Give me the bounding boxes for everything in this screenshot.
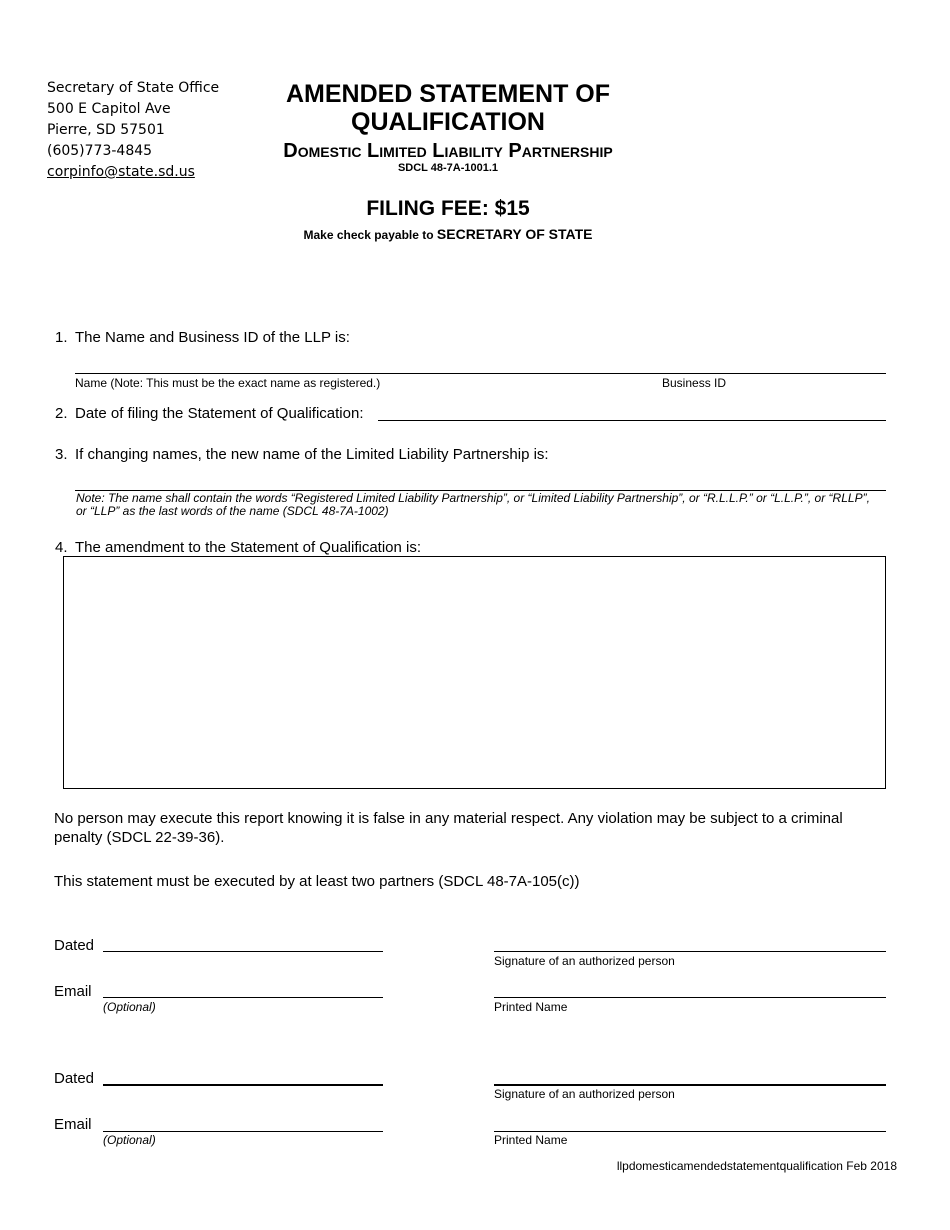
form-title: AMENDED STATEMENT OF QUALIFICATION [285,80,611,136]
form-footer: llpdomesticamendedstatementqualification Feb 2018 [616,1159,897,1173]
false-statement-warning: No person may execute this report knowing it is false in any material respect. Any violation may be subject to a criminal penalty (SDCL 22-39-36). [54,810,843,846]
signature-caption-1: Signature of an authorized person [494,954,675,968]
question-2: 2. Date of filing the Statement of Qualification: [55,405,364,422]
question-4: 4. The amendment to the Statement of Qualification is: [55,539,422,556]
name-caption: Name (Note: This must be the exact name as registered.) [75,376,381,390]
printed-name-caption-2: Printed Name [494,1133,568,1147]
office-email-link[interactable]: corpinfo@state.sd.us [47,164,195,180]
email-field-1[interactable] [103,997,383,998]
business-id-caption: Business ID [662,376,727,390]
question-1: 1. The Name and Business ID of the LLP is: [55,329,350,346]
name-requirement-note: Note: The name shall contain the words “Registered Limited Liability Partnership”, or “Limited Liability Partnership”, or “R.L.L.P.” or “L.L.P.”, or “RLLP”, or “LLP” as the last words of the name (SDCL 48-7A-1002) [76,491,870,518]
office-phone: (605)773-4845 [47,143,153,159]
email-label-2: Email [54,1116,92,1133]
partner-requirement: This statement must be executed by at least two partners (SDCL 48-7A-105(c)) [54,873,580,890]
office-street: 500 E Capitol Ave [47,101,171,117]
form-statute: SDCL 48-7A-1001.1 [397,162,499,174]
printed-name-caption-1: Printed Name [494,1000,568,1014]
office-city: Pierre, SD 57501 [47,122,165,138]
printed-name-field-1[interactable] [494,997,886,998]
dated-label-2: Dated [54,1070,95,1087]
question-3: 3. If changing names, the new name of the Limited Liability Partnership is: [55,446,549,463]
email-field-2[interactable] [103,1131,383,1132]
dated-label-1: Dated [54,937,95,954]
form-subtitle: Domestic Limited Liability Partnership [283,140,613,162]
office-name: Secretary of State Office [47,80,220,96]
optional-note-2: (Optional) [103,1133,156,1147]
amendment-text-box[interactable] [63,556,886,789]
signature-field-2[interactable] [494,1084,886,1086]
signature-caption-2: Signature of an authorized person [494,1087,675,1101]
optional-note-1: (Optional) [103,1000,156,1014]
printed-name-field-2[interactable] [494,1131,886,1132]
llp-name-id-field[interactable] [75,373,886,374]
email-label-1: Email [54,983,92,1000]
office-address [47,78,219,183]
dated-field-2[interactable] [103,1084,383,1086]
dated-field-1[interactable] [103,951,383,952]
filing-fee: FILING FEE: $15 [366,197,530,220]
payable-note: Make check payable to SECRETARY OF STATE [303,226,593,242]
signature-field-1[interactable] [494,951,886,952]
filing-date-field[interactable] [378,420,886,421]
